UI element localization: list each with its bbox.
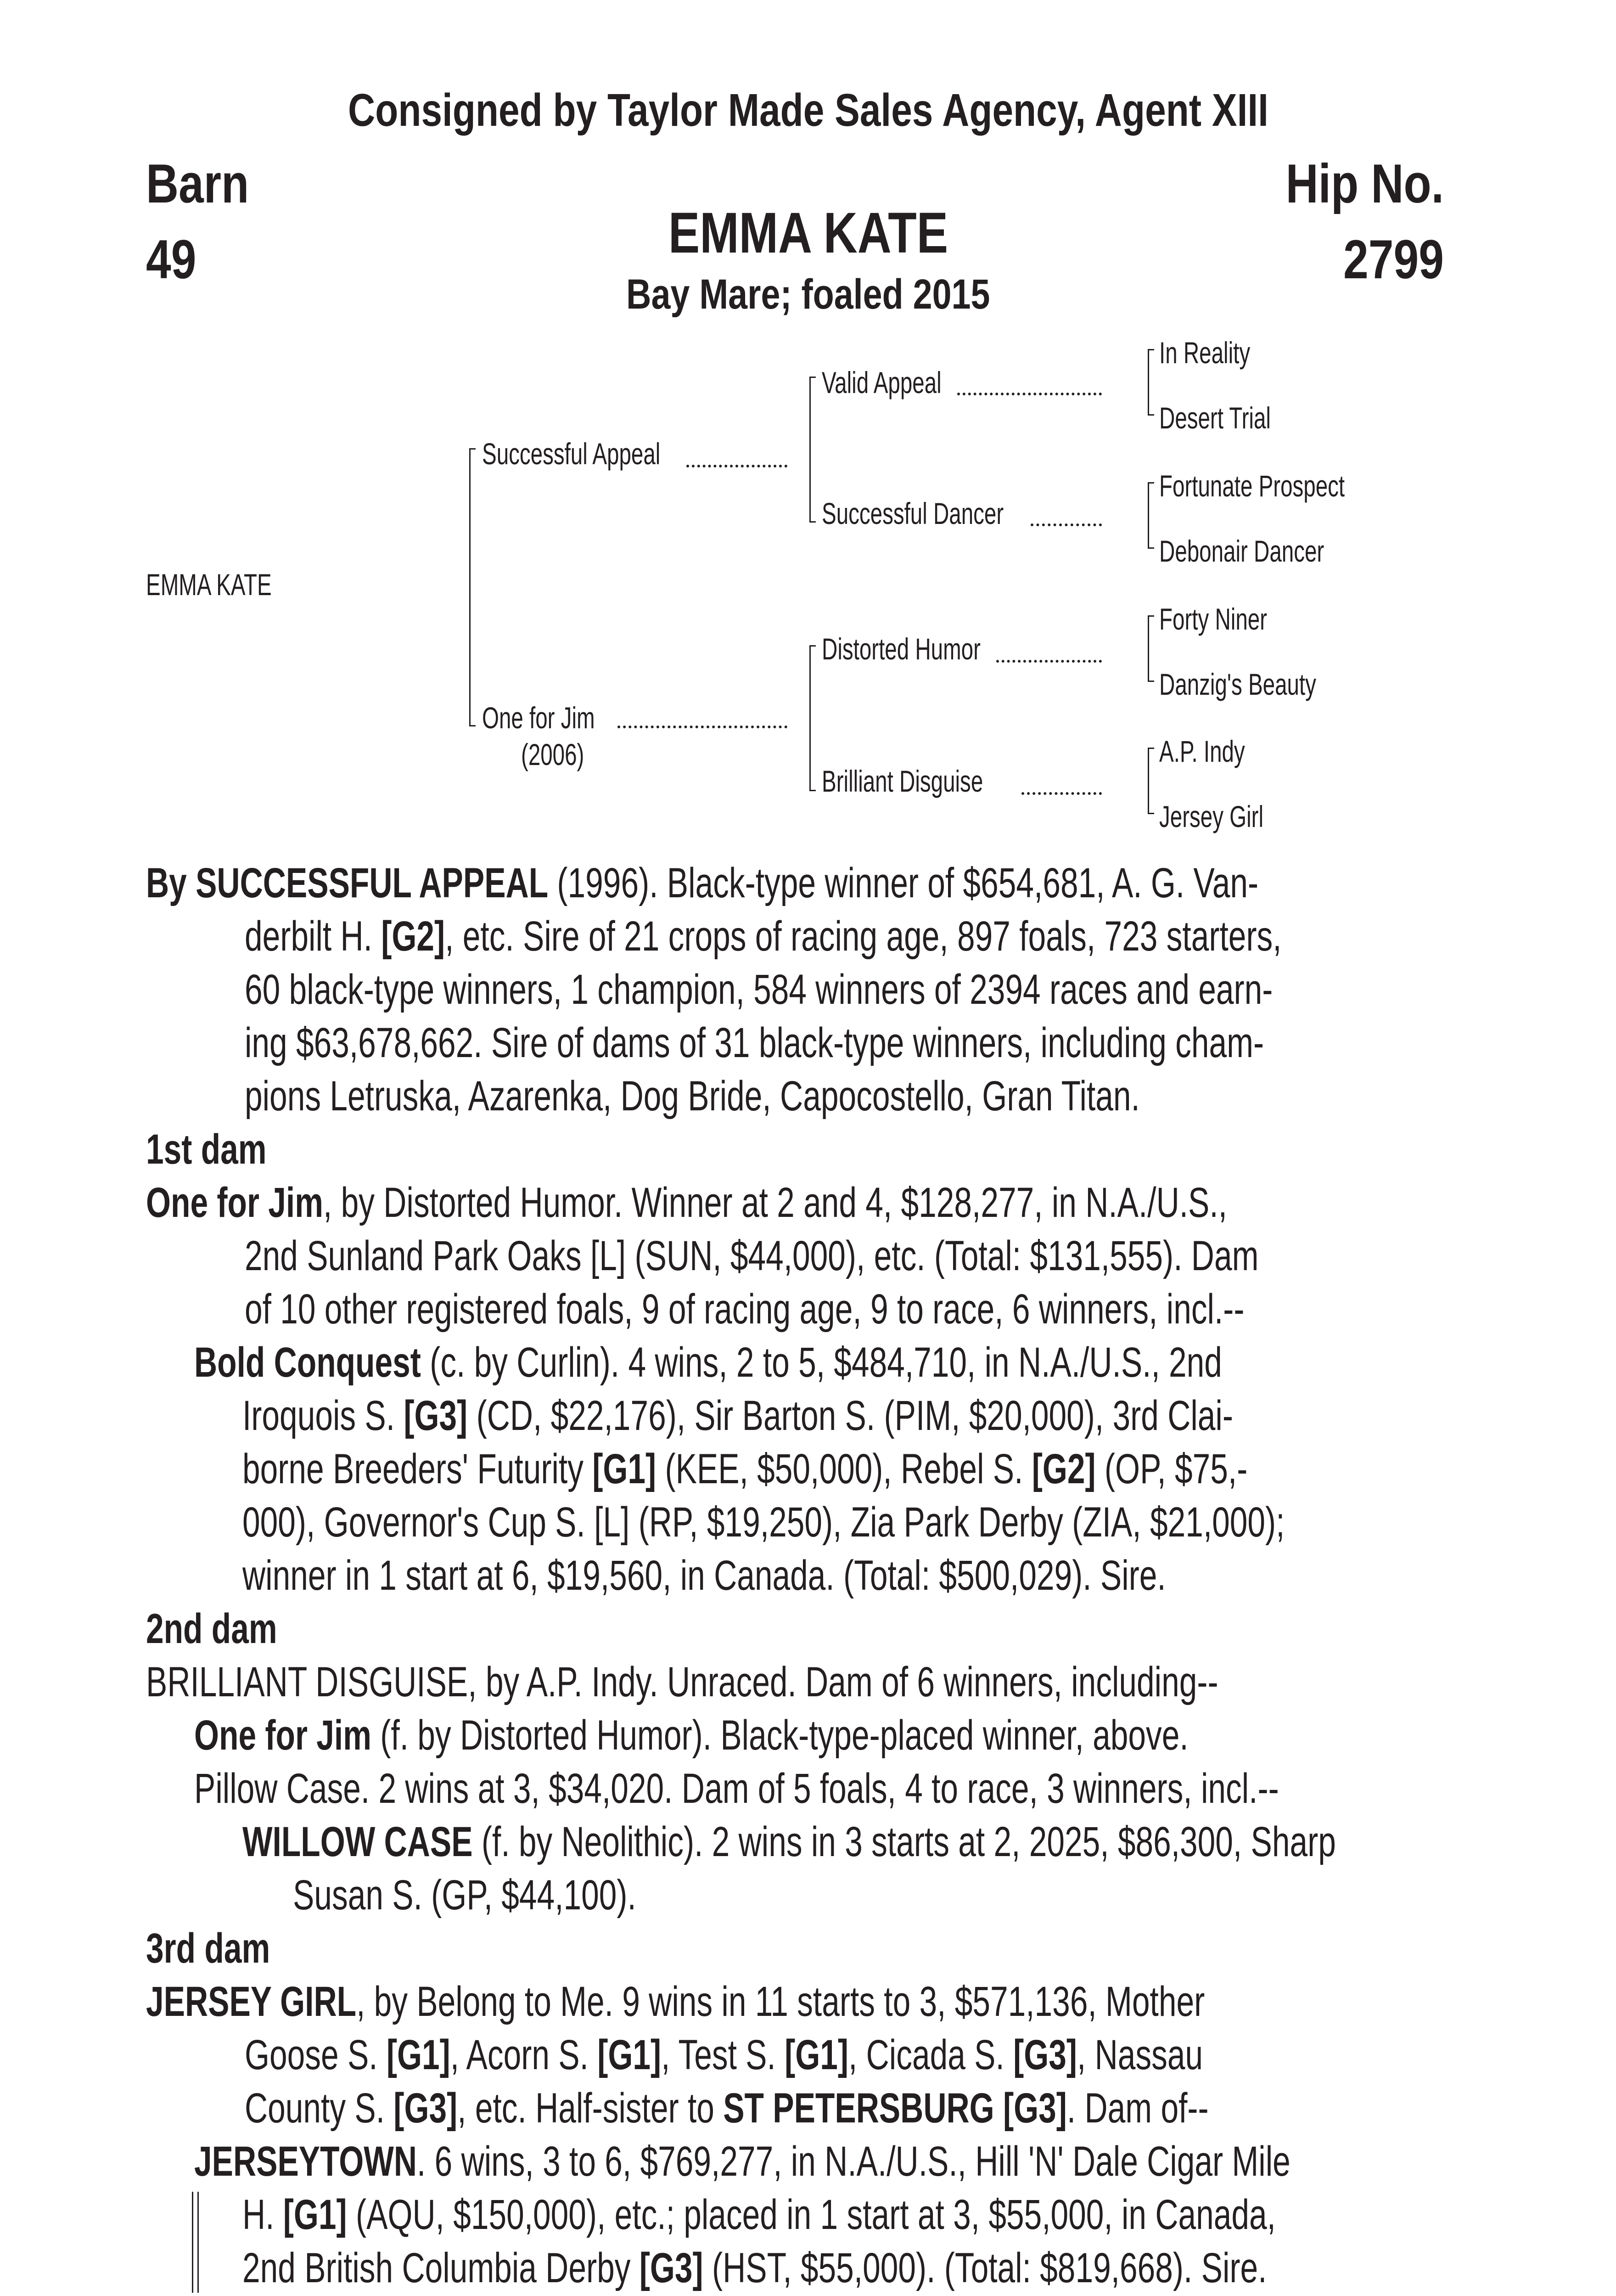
pedigree-chart [0, 0, 1616, 872]
text-run: ing $63,678,662. Sire of dams of 31 black-type winners, including cham- [245, 1019, 1264, 1066]
third-dam-text [146, 1975, 1445, 2135]
text-run: 2nd British Columbia Derby [242, 2245, 640, 2291]
text-line [146, 1336, 1445, 1389]
text-line [146, 2028, 1445, 2082]
pedigree-tick [809, 377, 816, 378]
bold-run: [G1] [597, 2032, 662, 2078]
bold-run: [G3] [393, 2085, 458, 2132]
bold-run: [G1] [592, 1446, 656, 1492]
text-run: borne Breeders' Futurity [242, 1446, 593, 1492]
first-dam-text [146, 1176, 1445, 1336]
text-run: , Test S. [661, 2032, 785, 2078]
pedigree-leader [1021, 792, 1102, 795]
text-line [146, 1229, 1445, 1283]
pedigree-subject: EMMA KATE [146, 568, 272, 602]
text-run: Susan S. (GP, $44,100). [293, 1872, 636, 1919]
pedigree-sdd: Debonair Dancer [1159, 534, 1324, 568]
hip-label: Hip No. [1285, 153, 1444, 214]
text-line [146, 1655, 1445, 1709]
text-run: (AQU, $150,000), etc.; placed in 1 start at 3, $55,000, in Canada, [347, 2191, 1276, 2238]
text-run: derbilt H. [245, 913, 382, 960]
text-line [146, 1283, 1445, 1336]
second-dam-sub1 [146, 1709, 1445, 1762]
continuation-bar [192, 2192, 193, 2293]
text-line [146, 2082, 1445, 2135]
barn-number: 49 [146, 229, 196, 290]
pedigree-sire: Successful Appeal [482, 437, 661, 471]
pedigree-dsd: Danzig's Beauty [1159, 667, 1316, 701]
text-run: . Dam of-- [1066, 2085, 1209, 2132]
bold-run: JERSEY GIRL [146, 1978, 357, 2025]
text-line [146, 910, 1445, 963]
text-line [146, 1496, 1445, 1549]
text-line [146, 1016, 1445, 1069]
text-run: Pillow Case. 2 wins at 3, $34,020. Dam of 5 foals, 4 to race, 3 winners, incl.-- [194, 1765, 1279, 1812]
pedigree-tick [809, 521, 816, 523]
second-dam-heading: 2nd dam [146, 1605, 277, 1652]
text-line [146, 1389, 1445, 1442]
pedigree-leader [957, 393, 1102, 395]
pedigree-dam-year: (2006) [521, 737, 584, 771]
pedigree-tick [1148, 349, 1154, 350]
text-run: (f. by Distorted Humor). Black-type-placed winner, above. [371, 1712, 1189, 1759]
sire-section [146, 856, 1445, 1123]
pedigree-dam-sire: Distorted Humor [822, 632, 981, 666]
bold-run: [G3] [639, 2245, 703, 2291]
text-line [146, 856, 1445, 910]
pedigree-leader [617, 726, 787, 728]
pedigree-dds: A.P. Indy [1159, 734, 1245, 768]
pedigree-bracket [809, 377, 811, 523]
bold-run: [G3] [1013, 2032, 1077, 2078]
pedigree-dss: Forty Niner [1159, 602, 1268, 636]
pedigree-bracket [1148, 482, 1149, 549]
pedigree-tick [469, 725, 476, 726]
text-line [146, 1069, 1445, 1123]
pedigree-tick [1148, 681, 1154, 682]
pedigree-bracket [1148, 748, 1149, 814]
horse-name: EMMA KATE [668, 201, 948, 265]
pedigree-bracket [1148, 615, 1149, 682]
pedigree-dam-dam: Brilliant Disguise [822, 764, 983, 798]
text-line [146, 963, 1445, 1016]
text-run: (KEE, $50,000), Rebel S. [656, 1446, 1032, 1492]
second-dam-sub2 [146, 1762, 1445, 1815]
text-line [146, 1709, 1445, 1762]
bold-run: Bold Conquest [194, 1339, 421, 1386]
text-run: 60 black-type winners, 1 champion, 584 winners of 2394 races and earn- [245, 966, 1273, 1013]
text-run: , Cicada S. [848, 2032, 1014, 2078]
text-run: (OP, $75,- [1095, 1446, 1248, 1492]
pedigree-bracket [469, 448, 471, 726]
bold-run: JERSEYTOWN [194, 2138, 417, 2185]
hip-number: 2799 [1343, 229, 1444, 290]
text-run: (f. by Neolithic). 2 wins in 3 starts at 2, 2025, $86,300, Sharp [472, 1818, 1336, 1865]
pedigree-leader [1031, 523, 1102, 526]
text-run: 000), Governor's Cup S. [L] (RP, $19,250), Zia Park Derby (ZIA, $21,000); [242, 1499, 1285, 1546]
catalog-body [146, 856, 1445, 2296]
pedigree-bracket [809, 645, 811, 791]
text-run: (c. by Curlin). 4 wins, 2 to 5, $484,710, in N.A./U.S., 2nd [421, 1339, 1222, 1386]
text-line [146, 2135, 1445, 2188]
bold-run: One for Jim [146, 1179, 323, 1226]
pedigree-tick [1148, 813, 1154, 814]
text-run: pions Letruska, Azarenka, Dog Bride, Capocostello, Gran Titan. [245, 1073, 1140, 1120]
text-run: . 6 wins, 3 to 6, $769,277, in N.A./U.S., Hill 'N' Dale Cigar Mile [417, 2138, 1291, 2185]
second-dam-sub3 [146, 1815, 1445, 1922]
text-line [146, 2188, 1445, 2241]
pedigree-leader [686, 465, 787, 467]
text-run: winner in 1 start at 6, $19,560, in Canada. (Total: $500,029). Sire. [242, 1552, 1166, 1599]
bold-run: [G1] [283, 2191, 347, 2238]
bold-run: ST PETERSBURG [G3] [723, 2085, 1067, 2132]
bold-run: [G2] [381, 913, 445, 960]
pedigree-tick [809, 790, 816, 791]
text-line [146, 1868, 1445, 1922]
text-run: , Nassau [1077, 2032, 1203, 2078]
first-dam-produce [146, 1336, 1445, 1602]
text-line [146, 1176, 1445, 1229]
text-run: 2nd Sunland Park Oaks [L] (SUN, $44,000), etc. (Total: $131,555). Dam [245, 1232, 1259, 1279]
horse-description: Bay Mare; foaled 2015 [626, 271, 990, 318]
text-line [146, 1442, 1445, 1496]
text-run: , by Belong to Me. 9 wins in 11 starts to 3, $571,136, Mother [356, 1978, 1205, 2025]
pedigree-tick [809, 645, 816, 647]
text-line [146, 1549, 1445, 1602]
pedigree-sss: In Reality [1159, 336, 1251, 370]
text-run: of 10 other registered foals, 9 of racing age, 9 to race, 6 winners, incl.-- [245, 1286, 1245, 1333]
bold-run: [G2] [1032, 1446, 1096, 1492]
pedigree-tick [1148, 482, 1154, 484]
pedigree-tick [469, 448, 476, 450]
bold-run: WILLOW CASE [242, 1818, 473, 1865]
text-line [146, 1815, 1445, 1868]
pedigree-tick [1148, 615, 1154, 617]
continuation-bar [197, 2192, 199, 2293]
pedigree-sire-dam: Successful Dancer [822, 496, 1004, 530]
text-run: Iroquois S. [242, 1392, 404, 1439]
pedigree-tick [1148, 748, 1154, 749]
pedigree-sire-sire: Valid Appeal [822, 366, 942, 400]
pedigree-tick [1148, 414, 1154, 416]
bold-run: [G1] [386, 2032, 450, 2078]
second-dam-text [146, 1655, 1445, 1709]
text-run: Goose S. [245, 2032, 387, 2078]
text-run: County S. [245, 2085, 394, 2132]
text-run: , etc. Half-sister to [457, 2085, 724, 2132]
bold-run: One for Jim [194, 1712, 371, 1759]
text-run: (CD, $22,176), Sir Barton S. (PIM, $20,000), 3rd Clai- [467, 1392, 1233, 1439]
text-run: H. [242, 2191, 283, 2238]
text-run: (HST, $55,000). (Total: $819,668). Sire. [703, 2245, 1267, 2291]
pedigree-dam: One for Jim [482, 701, 595, 735]
pedigree-leader [996, 660, 1102, 663]
text-line [146, 2241, 1445, 2295]
barn-label: Barn [146, 153, 249, 214]
text-run: (1996). Black-type winner of $654,681, A. G. Van- [548, 860, 1259, 906]
pedigree-tick [1148, 547, 1154, 549]
text-run: , Acorn S. [450, 2032, 598, 2078]
text-line [146, 1975, 1445, 2028]
pedigree-ssd: Desert Trial [1159, 401, 1271, 435]
consignor-line: Consigned by Taylor Made Sales Agency, Agent XIII [348, 84, 1268, 136]
text-run: BRILLIANT DISGUISE, by A.P. Indy. Unraced. Dam of 6 winners, including-- [146, 1659, 1218, 1705]
pedigree-sds: Fortunate Prospect [1159, 469, 1345, 503]
text-line [146, 1762, 1445, 1815]
bold-run: [G1] [785, 2032, 849, 2078]
bold-run: By SUCCESSFUL APPEAL [146, 860, 549, 906]
third-dam-heading: 3rd dam [146, 1925, 270, 1972]
first-dam-heading: 1st dam [146, 1126, 267, 1173]
text-run: , by Distorted Humor. Winner at 2 and 4, $128,277, in N.A./U.S., [323, 1179, 1227, 1226]
pedigree-ddd: Jersey Girl [1159, 799, 1264, 833]
bold-run: [G3] [404, 1392, 468, 1439]
text-run: , etc. Sire of 21 crops of racing age, 897 foals, 723 starters, [445, 913, 1282, 960]
jerseytown-entry [146, 2135, 1445, 2295]
pedigree-bracket [1148, 349, 1149, 416]
